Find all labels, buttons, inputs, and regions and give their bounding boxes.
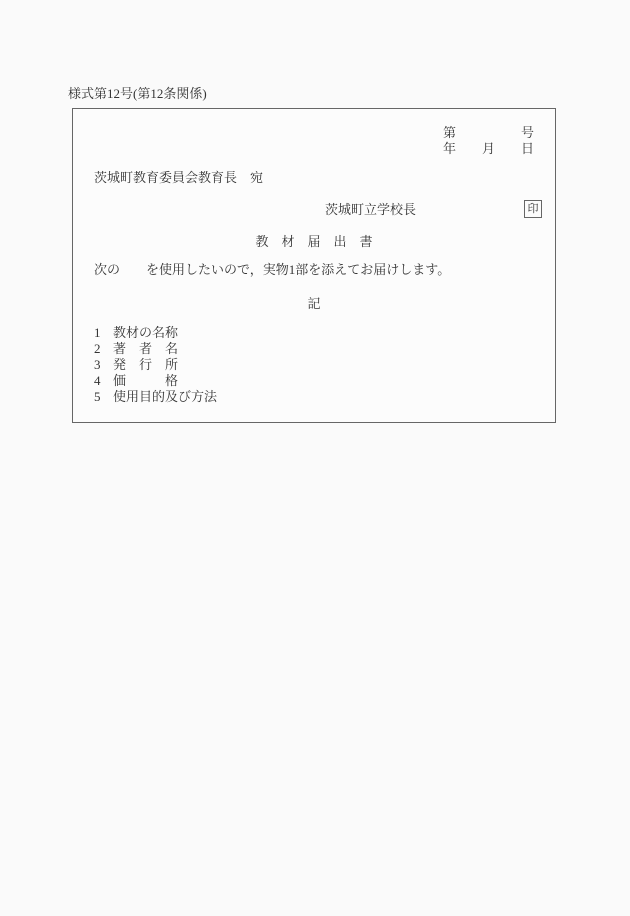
body-text: 次の を使用したいので，実物1部を添えてお届けします。: [94, 262, 451, 277]
item-label: 発 行 所: [113, 357, 179, 372]
list-item: [94, 389, 217, 405]
item-label: 教材の名称: [113, 325, 179, 340]
item-number: 3: [94, 357, 101, 372]
form-title: 教 材 届 出 書: [255, 234, 373, 249]
form-box: [72, 108, 556, 423]
seal-label: 印: [527, 202, 539, 215]
seal-box: [524, 200, 542, 218]
list-item: [94, 373, 217, 389]
item-number: 2: [94, 341, 101, 356]
item-label: 価 格: [113, 373, 179, 388]
list-item: [94, 357, 217, 373]
sender-line: 茨城町立学校長: [325, 202, 417, 217]
document-number-line: 第 号: [443, 125, 535, 140]
item-list: [94, 325, 217, 405]
item-label: 使用目的及び方法: [113, 389, 218, 404]
item-number: 1: [94, 325, 101, 340]
record-marker: 記: [307, 296, 321, 311]
item-label: 著 者 名: [113, 341, 179, 356]
form-number-label: 様式第12号(第12条関係): [68, 86, 207, 101]
item-number: 5: [94, 389, 101, 404]
item-number: 4: [94, 373, 101, 388]
list-item: [94, 325, 217, 341]
addressee-line: 茨城町教育委員会教育長 宛: [94, 170, 264, 185]
date-line: 年 月 日: [443, 141, 535, 156]
list-item: [94, 341, 217, 357]
